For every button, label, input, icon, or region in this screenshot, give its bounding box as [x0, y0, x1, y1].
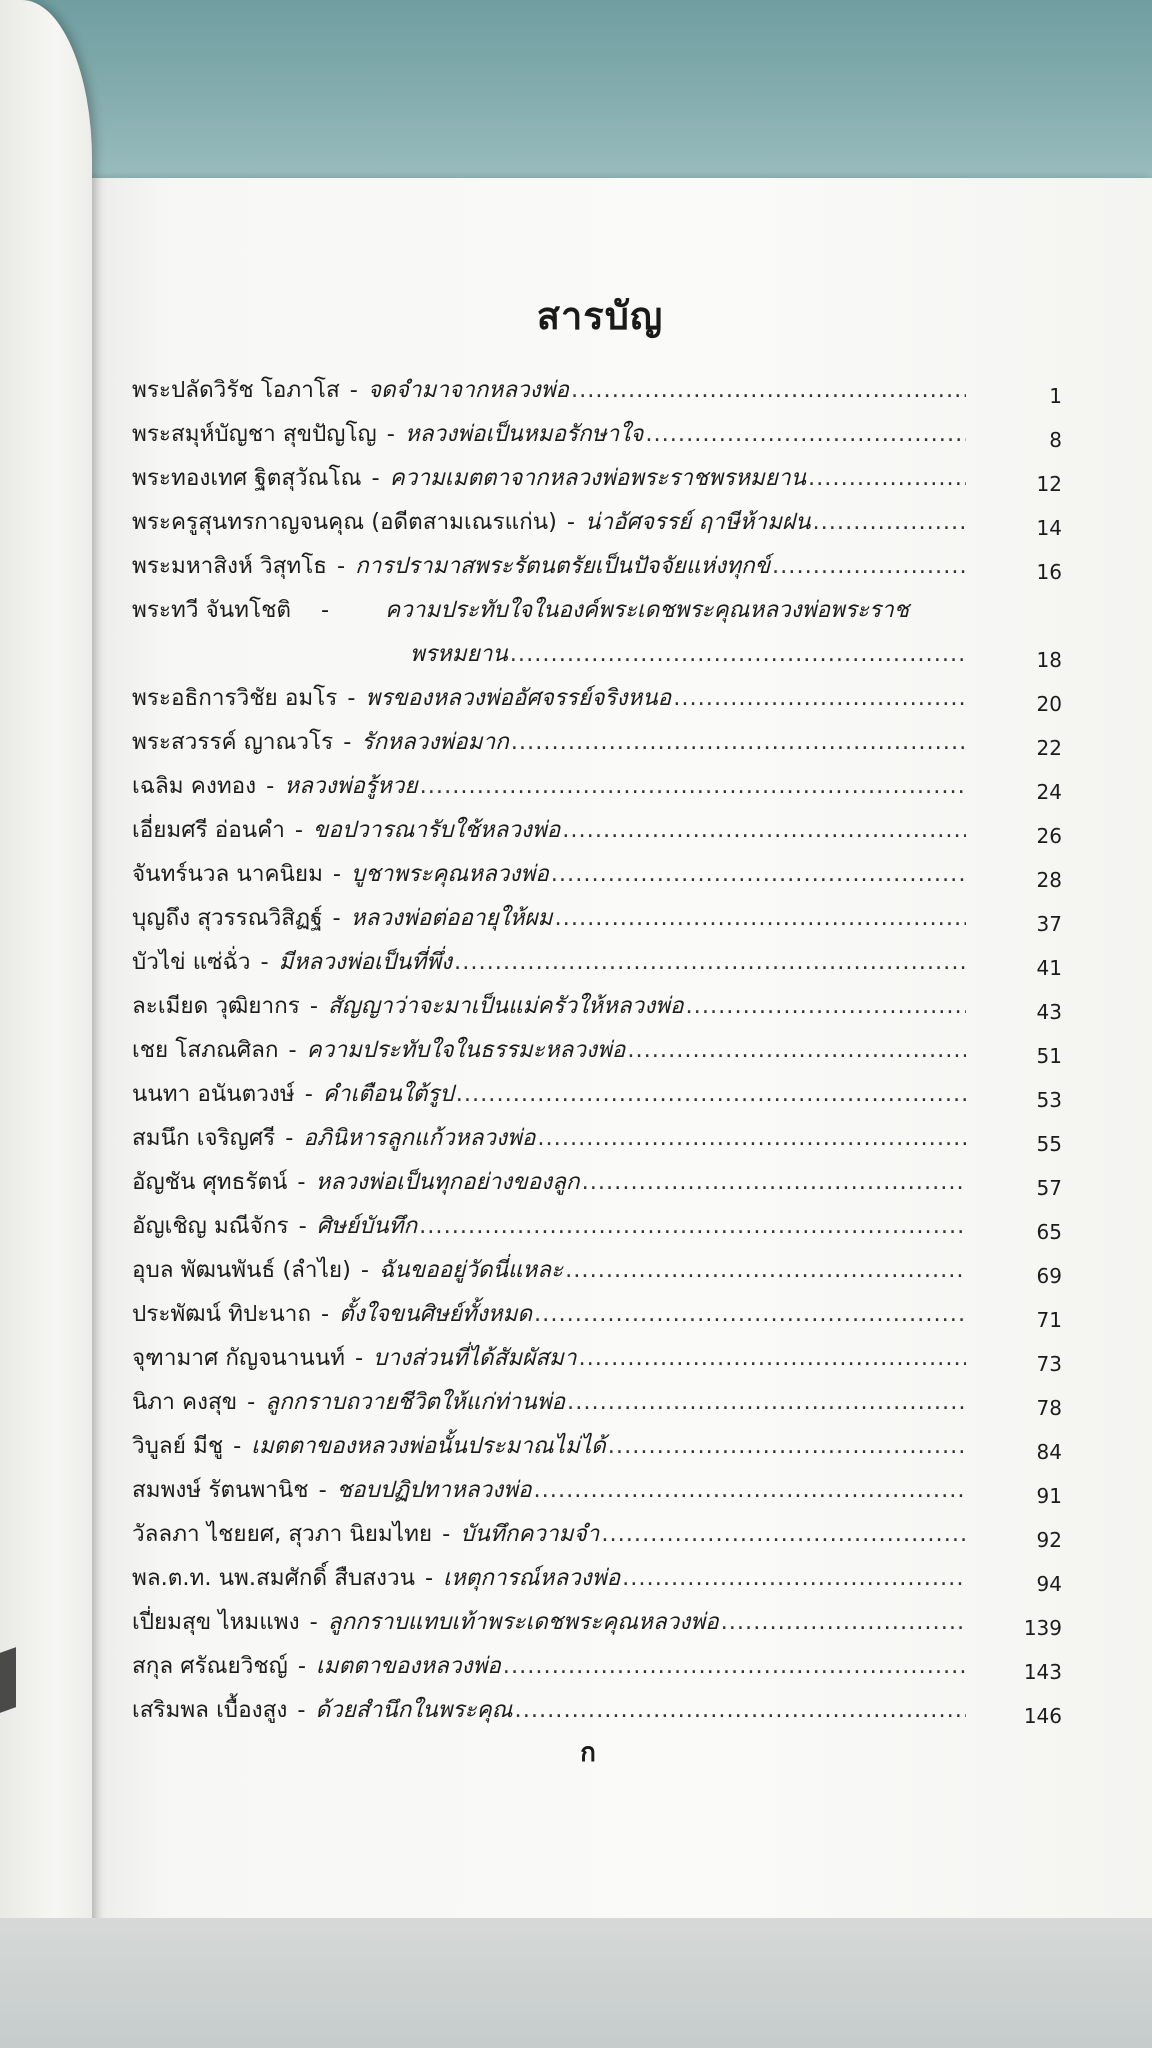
background-top — [0, 0, 1152, 190]
toc-author: ละเมียด วุฒิยากร — [132, 993, 300, 1019]
toc-subject: หลวงพ่อรู้หวย — [284, 773, 418, 799]
toc-leader-dots — [601, 1512, 966, 1556]
toc-author: พระสมุห์บัญชา สุขปัญโญ — [132, 421, 377, 447]
toc-entry: เอี่ยมศรี อ่อนคำ - ขอปวารณารับใช้หลวงพ่อ ..... 26 — [132, 808, 1062, 852]
toc-leader-dots — [456, 1072, 966, 1116]
toc-page-number: 57 — [1036, 1176, 1062, 1200]
toc-entry: วัลลภา ไชยยศ, สุวภา นิยมไทย - บันทึกความจำ ..... 92 — [132, 1512, 1062, 1556]
toc-entry: ประพัฒน์ ทิปะนาถ - ตั้งใจขนศิษย์ทั้งหมด ..... 71 — [132, 1292, 1062, 1336]
toc-page-number: 41 — [1036, 956, 1062, 980]
toc-subject: ชอบปฏิปทาหลวงพ่อ — [336, 1477, 532, 1503]
toc-page-number: 43 — [1036, 1000, 1062, 1024]
toc-page-number: 37 — [1036, 912, 1062, 936]
toc-author: อัญเชิญ มณีจักร — [132, 1213, 289, 1239]
toc-leader-dots — [622, 1556, 966, 1600]
toc-page-number: 8 — [1049, 428, 1062, 452]
toc-author: อัญชัน ศุทธรัตน์ — [132, 1169, 288, 1195]
toc-leader-dots — [419, 1204, 966, 1248]
toc-page-number: 14 — [1036, 516, 1062, 540]
toc-entry: พล.ต.ท. นพ.สมศักดิ์ สืบสงวน - เหตุการณ์หลวงพ่อ ..... 94 — [132, 1556, 1062, 1600]
toc-leader-dots — [808, 456, 966, 500]
toc-page-number: 26 — [1036, 824, 1062, 848]
toc-author: เอี่ยมศรี อ่อนคำ — [132, 817, 285, 843]
toc-leader-dots — [578, 1336, 966, 1380]
toc-leader-dots — [812, 500, 966, 544]
toc-leader-dots — [565, 1248, 966, 1292]
toc-author: จันทร์นวล นาคนิยม — [132, 861, 323, 887]
toc-page-number: 1 — [1049, 384, 1062, 408]
background-bottom — [0, 1918, 1152, 2048]
toc-entry: พระปลัดวิรัช โอภาโส - จดจำมาจากหลวงพ่อ ..... 1 — [132, 368, 1062, 412]
toc-author: สมพงษ์ รัตนพานิช — [132, 1477, 309, 1503]
toc-author: เสริมพล เบื้องสูง — [132, 1697, 288, 1723]
toc-subject: สัญญาว่าจะมาเป็นแม่ครัวให้หลวงพ่อ — [327, 993, 684, 1019]
toc-author: พระอธิการวิชัย อมโร — [132, 685, 338, 711]
toc-entry: เชย โสภณศิลก - ความประทับใจในธรรมะหลวงพ่อ ..... 51 — [132, 1028, 1062, 1072]
toc-leader-dots — [515, 1688, 966, 1732]
toc-entry: ละเมียด วุฒิยากร - สัญญาว่าจะมาเป็นแม่ครัวให้หลวงพ่อ ..... 43 — [132, 984, 1062, 1028]
toc-subject: ขอปวารณารับใช้หลวงพ่อ — [312, 817, 561, 843]
toc-leader-dots — [772, 544, 966, 588]
toc-entry: สมพงษ์ รัตนพานิช - ชอบปฏิปทาหลวงพ่อ ..... 91 — [132, 1468, 1062, 1512]
toc-leader-dots — [686, 984, 966, 1028]
toc-subject-continued: พรหมยาน — [410, 641, 508, 667]
toc-author: จุฑามาศ กัญจนานนท์ — [132, 1345, 345, 1371]
toc-entry: พระทวี จันทโชติ - ความประทับใจในองค์พระเดชพระคุณหลวงพ่อพระราช พรหมยาน ..... 18 — [132, 588, 1062, 676]
toc-leader-dots — [562, 808, 966, 852]
toc-subject: หลวงพ่อเป็นหมอรักษาใจ — [404, 421, 644, 447]
toc-author: บัวไข่ แซ่ฉั่ว — [132, 949, 251, 975]
toc-leader-dots — [533, 1468, 966, 1512]
toc-entry: อัญชัน ศุทธรัตน์ - หลวงพ่อเป็นทุกอย่างของลูก ..... 57 — [132, 1160, 1062, 1204]
toc-subject: พรของหลวงพ่ออัศจรรย์จริงหนอ — [365, 685, 672, 711]
toc-subject: จดจำมาจากหลวงพ่อ — [367, 377, 569, 403]
toc-subject: ความประทับใจในธรรมะหลวงพ่อ — [306, 1037, 626, 1063]
toc-entry: อุบล พัฒนพันธ์ (ลำไย) - ฉันขออยู่วัดนี่แหละ ..... 69 — [132, 1248, 1062, 1292]
toc-page-number: 84 — [1036, 1440, 1062, 1464]
page-title: สารบัญ — [536, 294, 664, 338]
toc-author: พระปลัดวิรัช โอภาโส — [132, 377, 340, 403]
toc-author: พระทองเทศ ฐิตสุวัณโณ — [132, 465, 362, 491]
toc-subject: บันทึกความจำ — [460, 1521, 600, 1547]
toc-author: เปี่ยมสุข ไหมแพง — [132, 1609, 300, 1635]
toc-subject: ด้วยสำนึกในพระคุณ — [315, 1697, 513, 1723]
toc-entry: บุญถึง สุวรรณวิสิฏฐ์ - หลวงพ่อต่ออายุให้ผม ..... 37 — [132, 896, 1062, 940]
toc-leader-dots — [555, 896, 966, 940]
toc-entry: นนทา อนันตวงษ์ - คำเตือนใต้รูป ..... 53 — [132, 1072, 1062, 1116]
toc-page-number: 18 — [1036, 648, 1062, 672]
toc-subject: อภินิหารลูกแก้วหลวงพ่อ — [303, 1125, 536, 1151]
toc-subject: เหตุการณ์หลวงพ่อ — [443, 1565, 621, 1591]
toc-subject: การปรามาสพระรัตนตรัยเป็นปัจจัยแห่งทุกข์ — [355, 553, 770, 579]
toc-entry: นิภา คงสุข - ลูกกราบถวายชีวิตให้แก่ท่านพ่อ ..... 78 — [132, 1380, 1062, 1424]
toc-leader-dots — [673, 676, 966, 720]
toc-page-number: 146 — [1023, 1704, 1062, 1728]
toc-author: เฉลิม คงทอง — [132, 773, 257, 799]
toc-entry: เปี่ยมสุข ไหมแพง - ลูกกราบแทบเท้าพระเดชพระคุณหลวงพ่อ ..... 139 — [132, 1600, 1062, 1644]
toc-subject: หลวงพ่อเป็นทุกอย่างของลูก — [315, 1169, 580, 1195]
toc-subject: น่าอัศจรรย์ ฤาษีห้ามฝน — [585, 509, 811, 535]
toc-leader-dots — [534, 1292, 966, 1336]
toc-subject: ฉันขออยู่วัดนี่แหละ — [378, 1257, 564, 1283]
toc-subject: บางส่วนที่ได้สัมผัสมา — [373, 1345, 577, 1371]
toc-entry: พระสวรรค์ ญาณวโร - รักหลวงพ่อมาก ..... 22 — [132, 720, 1062, 764]
toc-subject: ศิษย์บันทึก — [316, 1213, 418, 1239]
toc-subject: ลูกกราบแทบเท้าพระเดชพระคุณหลวงพ่อ — [327, 1609, 719, 1635]
toc-page-number: 51 — [1036, 1044, 1062, 1068]
toc-page-number: 53 — [1036, 1088, 1062, 1112]
toc-subject: เมตตาของหลวงพ่อนั้นประมาณไม่ได้ — [251, 1433, 606, 1459]
toc-leader-dots — [511, 720, 966, 764]
toc-entry: เฉลิม คงทอง - หลวงพ่อรู้หวย ..... 24 — [132, 764, 1062, 808]
toc-page-number: 22 — [1036, 736, 1062, 760]
toc-leader-dots — [721, 1600, 966, 1644]
toc-page-number: 139 — [1023, 1616, 1062, 1640]
toc-entry: พระสมุห์บัญชา สุขปัญโญ - หลวงพ่อเป็นหมอรักษาใจ ..... 8 — [132, 412, 1062, 456]
toc-author: วิบูลย์ มีชู — [132, 1433, 224, 1459]
toc-author: พล.ต.ท. นพ.สมศักดิ์ สืบสงวน — [132, 1565, 416, 1591]
toc-author: พระทวี จันทโชติ — [132, 597, 291, 623]
toc-entry: บัวไข่ แซ่ฉั่ว - มีหลวงพ่อเป็นที่พึ่ง ..... 41 — [132, 940, 1062, 984]
toc-entry: พระทองเทศ ฐิตสุวัณโณ - ความเมตตาจากหลวงพ่อพระราชพรหมยาน ..... 12 — [132, 456, 1062, 500]
toc-entry: พระอธิการวิชัย อมโร - พรของหลวงพ่ออัศจรรย์จริงหนอ ..... 20 — [132, 676, 1062, 720]
toc-entry: จันทร์นวล นาคนิยม - บูชาพระคุณหลวงพ่อ ..... 28 — [132, 852, 1062, 896]
toc-subject: มีหลวงพ่อเป็นที่พึ่ง — [278, 949, 453, 975]
toc-leader-dots — [582, 1160, 966, 1204]
toc-page-number: 92 — [1036, 1528, 1062, 1552]
toc-leader-dots — [567, 1380, 966, 1424]
toc-author: เชย โสภณศิลก — [132, 1037, 279, 1063]
toc-subject: ลูกกราบถวายชีวิตให้แก่ท่านพ่อ — [265, 1389, 566, 1415]
toc-entry: อัญเชิญ มณีจักร - ศิษย์บันทึก ..... 65 — [132, 1204, 1062, 1248]
toc-subject: บูชาพระคุณหลวงพ่อ — [351, 861, 549, 887]
toc-subject: ความเมตตาจากหลวงพ่อพระราชพรหมยาน — [389, 465, 806, 491]
toc-author: พระมหาสิงห์ วิสุทโธ — [132, 553, 328, 579]
toc-page-number: 71 — [1036, 1308, 1062, 1332]
toc-subject: รักหลวงพ่อมาก — [361, 729, 509, 755]
toc-entry: พระมหาสิงห์ วิสุทโธ - การปรามาสพระรัตนตรัยเป็นปัจจัยแห่งทุกข์ ..... 16 — [132, 544, 1062, 588]
toc-leader-dots — [537, 1116, 966, 1160]
toc-leader-dots — [571, 368, 966, 412]
toc-author: ประพัฒน์ ทิปะนาถ — [132, 1301, 311, 1327]
toc-page-number: 55 — [1036, 1132, 1062, 1156]
toc-page-number: 91 — [1036, 1484, 1062, 1508]
toc-page-number: 73 — [1036, 1352, 1062, 1376]
toc-leader-dots — [551, 852, 966, 896]
toc-leader-dots — [627, 1028, 966, 1072]
toc-entry: สมนึก เจริญศรี - อภินิหารลูกแก้วหลวงพ่อ ..... 55 — [132, 1116, 1062, 1160]
page-edge-shadow — [0, 1647, 16, 1713]
toc-author: บุญถึง สุวรรณวิสิฏฐ์ — [132, 905, 323, 931]
toc-subject: หลวงพ่อต่ออายุให้ผม — [350, 905, 553, 931]
toc-author: นิภา คงสุข — [132, 1389, 238, 1415]
toc-leader-dots — [510, 632, 966, 676]
toc-page-number: 65 — [1036, 1220, 1062, 1244]
toc-page-number: 28 — [1036, 868, 1062, 892]
toc-author: อุบล พัฒนพันธ์ (ลำไย) — [132, 1257, 351, 1283]
toc-subject: ตั้งใจขนศิษย์ทั้งหมด — [339, 1301, 533, 1327]
toc-page-number: 78 — [1036, 1396, 1062, 1420]
toc-author: พระสวรรค์ ญาณวโร — [132, 729, 334, 755]
toc-leader-dots — [645, 412, 966, 456]
toc-page-number: 94 — [1036, 1572, 1062, 1596]
toc-page-number: 143 — [1023, 1660, 1062, 1684]
toc-author: วัลลภา ไชยยศ, สุวภา นิยมไทย — [132, 1521, 433, 1547]
toc-leader-dots — [608, 1424, 966, 1468]
toc-author: สกุล ศรัณยวิชญ์ — [132, 1653, 288, 1679]
page-marker: ก — [580, 1738, 596, 1768]
toc-author: สมนึก เจริญศรี — [132, 1125, 276, 1151]
toc-page-number: 12 — [1036, 472, 1062, 496]
toc-author: พระครูสุนทรกาญจนคุณ (อดีตสามเณรแก่น) — [132, 509, 557, 535]
toc-page-number: 69 — [1036, 1264, 1062, 1288]
toc-entry: พระครูสุนทรกาญจนคุณ (อดีตสามเณรแก่น) - น่าอัศจรรย์ ฤาษีห้ามฝน ..... 14 — [132, 500, 1062, 544]
toc-leader-dots — [420, 764, 966, 808]
toc-entry: สกุล ศรัณยวิชญ์ - เมตตาของหลวงพ่อ ..... 143 — [132, 1644, 1062, 1688]
toc-entry: เสริมพล เบื้องสูง - ด้วยสำนึกในพระคุณ ..... 146 — [132, 1688, 1062, 1732]
toc-leader-dots — [503, 1644, 966, 1688]
toc-subject: เมตตาของหลวงพ่อ — [315, 1653, 501, 1679]
toc-page-number: 24 — [1036, 780, 1062, 804]
toc-entry: วิบูลย์ มีชู - เมตตาของหลวงพ่อนั้นประมาณไม่ได้ ..... 84 — [132, 1424, 1062, 1468]
toc-author: นนทา อนันตวงษ์ — [132, 1081, 295, 1107]
toc-page-number: 20 — [1036, 692, 1062, 716]
toc-subject: คำเตือนใต้รูป — [322, 1081, 454, 1107]
toc-subject: ความประทับใจในองค์พระเดชพระคุณหลวงพ่อพระราช — [385, 597, 909, 623]
toc-page-number: 16 — [1036, 560, 1062, 584]
toc-entry: จุฑามาศ กัญจนานนท์ - บางส่วนที่ได้สัมผัสมา ..... 73 — [132, 1336, 1062, 1380]
toc-leader-dots — [454, 940, 966, 984]
